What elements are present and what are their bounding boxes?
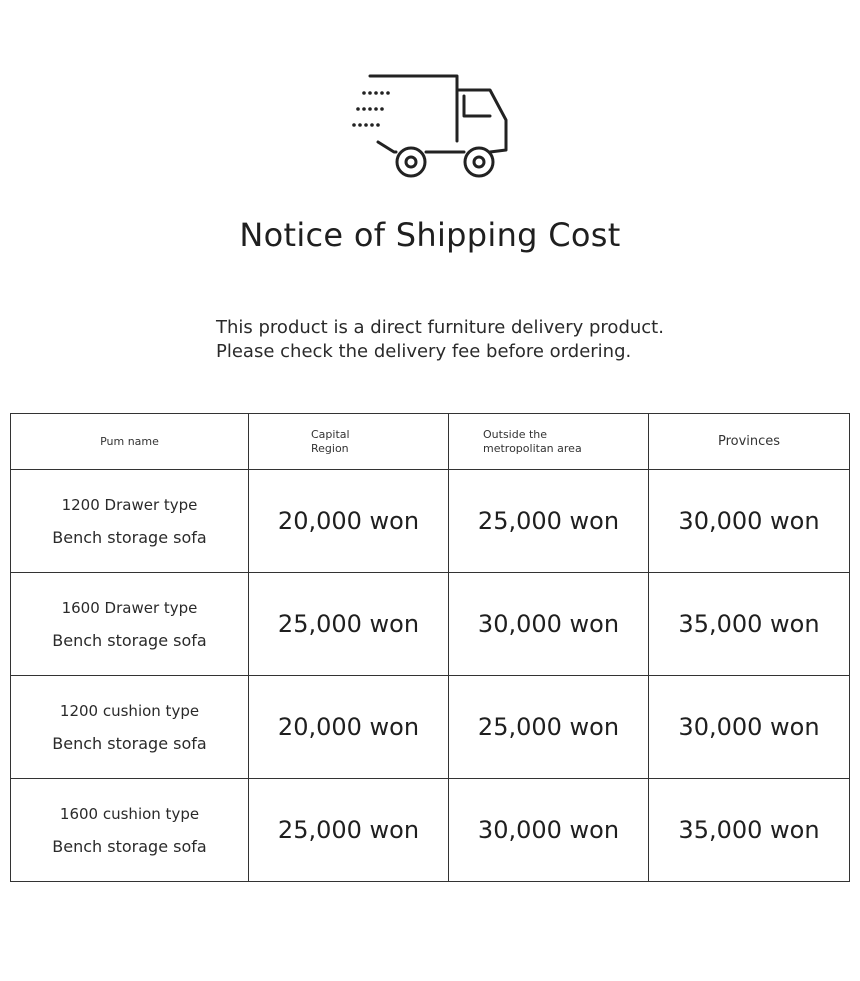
header-capital-line-1: Capital [311,427,350,441]
outside-fee-cell: 25,000 won [449,470,649,573]
table-header-row [11,414,850,470]
product-name-cell [11,470,249,573]
shipping-notice [216,316,776,364]
header-capital-line-2: Region [311,441,349,455]
outside-fee-cell: 30,000 won [449,573,649,676]
header-outside-line-2: metropolitan area [483,441,582,455]
header-outside-line-1: Outside the [483,427,548,441]
product-type: 1200 cushion type [59,701,200,720]
provinces-fee-cell: 35,000 won [649,573,850,676]
capital-fee-cell: 25,000 won [249,573,449,676]
capital-fee-cell: 25,000 won [249,779,449,882]
shipping-fee-table [10,413,850,882]
header-capital-region [249,414,449,470]
header-outside-metro [449,414,649,470]
page-title: Notice of Shipping Cost [239,216,621,254]
header-provinces: Provinces [649,414,850,470]
product-name: Bench storage sofa [52,527,207,547]
product-name: Bench storage sofa [52,630,207,650]
outside-fee-cell: 30,000 won [449,779,649,882]
product-type: 1600 Drawer type [61,598,198,617]
table-row [11,470,850,573]
capital-fee-cell: 20,000 won [249,470,449,573]
provinces-fee-cell: 35,000 won [649,779,850,882]
notice-line-2: Please check the delivery fee before ordering. [216,341,632,362]
notice-line-1: This product is a direct furniture delivery product. [216,317,664,338]
product-type: 1600 cushion type [59,804,200,823]
provinces-fee-cell: 30,000 won [649,676,850,779]
product-name: Bench storage sofa [52,733,207,753]
provinces-fee-cell: 30,000 won [649,470,850,573]
outside-fee-cell: 25,000 won [449,676,649,779]
product-name-cell [11,676,249,779]
product-name-cell [11,573,249,676]
product-type: 1200 Drawer type [61,495,198,514]
table-row [11,573,850,676]
product-name-cell [11,779,249,882]
table-row [11,676,850,779]
header-product-name: Pum name [11,414,249,470]
table-row [11,779,850,882]
capital-fee-cell: 20,000 won [249,676,449,779]
product-name: Bench storage sofa [52,836,207,856]
delivery-truck-icon [340,66,520,186]
